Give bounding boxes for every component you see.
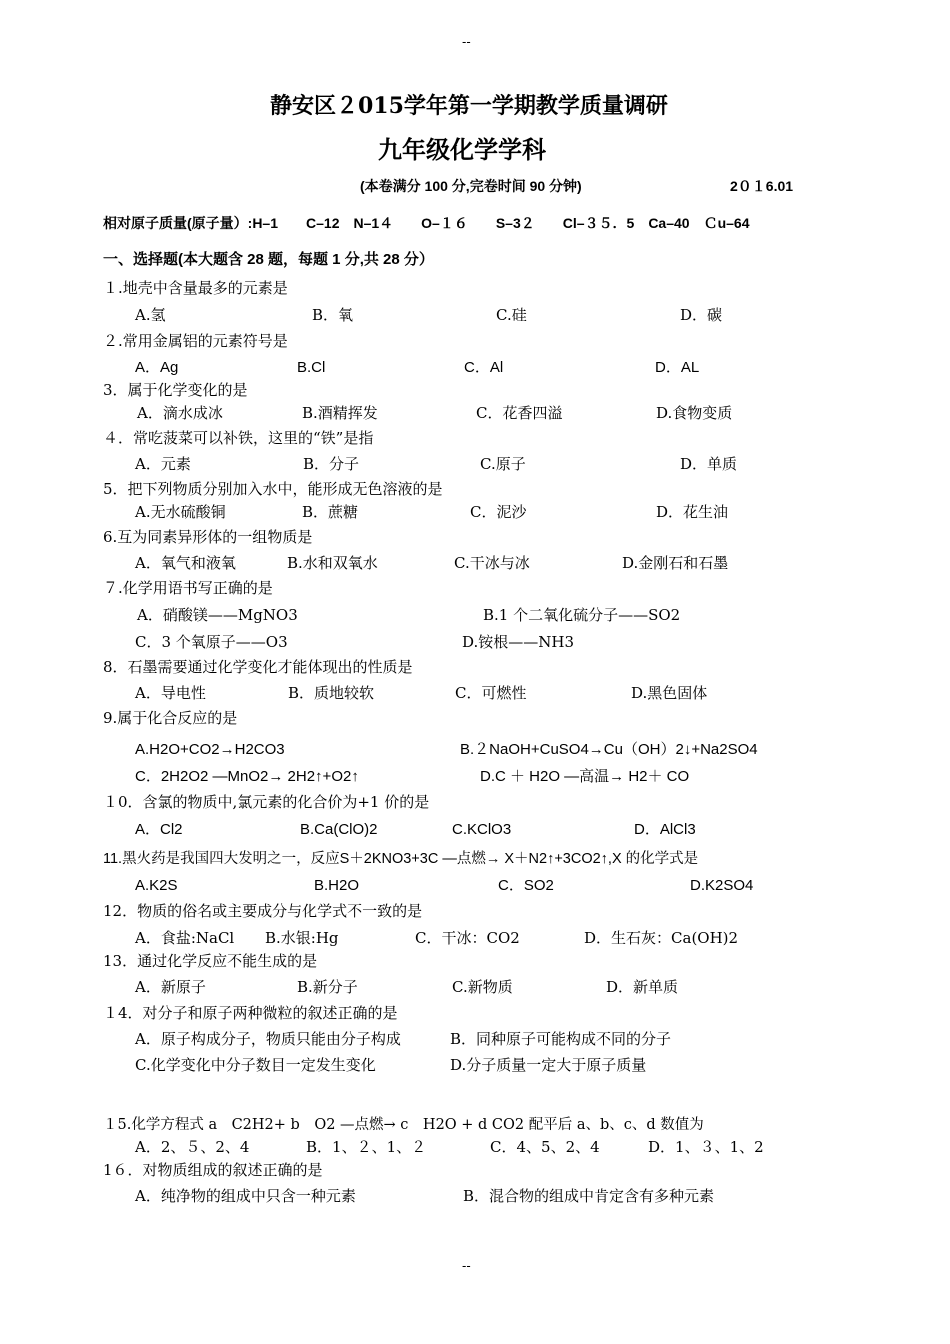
option-c: C.新物质 xyxy=(452,978,513,996)
option-a: A．Ag xyxy=(135,359,179,376)
exam-title: 静安区２015学年第一学期教学质量调研 xyxy=(270,93,668,119)
option-d: D．AL xyxy=(655,359,700,376)
atomic-masses: 相对原子质量(原子量）:H–1 C–12 N–1４ O–１６ S–3２ Cl–３５．5 Ca–40 Ｃu–64 xyxy=(103,215,750,231)
question-stem: ７.化学用语书写正确的是 xyxy=(103,579,273,597)
option-c: C.干冰与冰 xyxy=(454,554,530,572)
option-a: A.K2S xyxy=(135,877,178,894)
option-c: C.硅 xyxy=(496,306,527,324)
question-stem: ２.常用金属铝的元素符号是 xyxy=(103,332,288,350)
question-stem: １4．对分子和原子两种微粒的叙述正确的是 xyxy=(103,1004,398,1022)
option-c: C．3 个氧原子——O3 xyxy=(135,633,288,651)
question-stem: 9.属于化合反应的是 xyxy=(103,709,238,727)
option-c: C．花香四溢 xyxy=(476,404,563,422)
option-d: D．单质 xyxy=(680,455,738,473)
option-a: A．纯净物的组成中只含一种元素 xyxy=(135,1187,356,1205)
footer-mark: -- xyxy=(462,1258,471,1273)
option-b: B.Ca(ClO)2 xyxy=(300,821,378,838)
option-a: A.H2O+CO2→H2CO3 xyxy=(135,741,285,758)
option-b: B.1 个二氧化硫分子——SO2 xyxy=(483,606,681,624)
exam-subtitle: 九年级化学学科 xyxy=(378,135,546,164)
option-d: D.食物变质 xyxy=(656,404,733,422)
option-b: B.新分子 xyxy=(297,978,358,996)
option-c: C．Al xyxy=(464,359,504,376)
option-b: B．质地较软 xyxy=(288,684,375,702)
section-heading: 一、选择题(本大题含 28 题，每题 1 分,共 28 分） xyxy=(103,251,434,268)
option-d: D.C ＋ H2O —高温→ H2＋ CO xyxy=(480,768,690,785)
option-d: D.黑色固体 xyxy=(631,684,708,702)
question-stem: １5.化学方程式 a C2H2+ b O2 —点燃→ c H2O + d CO2 配平后 a、b、c、d 数值为 xyxy=(103,1117,704,1133)
option-b: B．氧 xyxy=(312,306,354,324)
option-d: D．1、３、1、2 xyxy=(648,1138,764,1156)
option-a: A．氧气和液氧 xyxy=(135,554,236,572)
header-mark: -- xyxy=(462,34,471,49)
option-d: D．生石灰：Ca(OH)2 xyxy=(584,929,739,947)
option-d: D．新单质 xyxy=(606,978,679,996)
option-b: B．1、２、1、２ xyxy=(306,1138,427,1156)
option-d: D．AlCl3 xyxy=(634,821,696,838)
question-stem: 8．石墨需要通过化学变化才能体现出的性质是 xyxy=(103,658,413,676)
option-d: D.分子质量一定大于原子质量 xyxy=(450,1056,647,1074)
option-b: B．混合物的组成中肯定含有多种元素 xyxy=(463,1187,715,1205)
option-c: C.KClO3 xyxy=(452,821,512,838)
question-stem: 1６．对物质组成的叙述正确的是 xyxy=(103,1161,323,1179)
question-stem: 3．属于化学变化的是 xyxy=(103,381,248,399)
option-c: C．4、5、2、4 xyxy=(490,1138,600,1156)
option-c: C.原子 xyxy=(480,455,526,473)
question-stem: 12．物质的俗名或主要成分与化学式不一致的是 xyxy=(103,902,423,920)
exam-info: (本卷满分 100 分,完卷时间 90 分钟) xyxy=(360,178,582,194)
option-a: A．硝酸镁——MgNO3 xyxy=(137,606,298,624)
question-stem: １.地壳中含量最多的元素是 xyxy=(103,279,288,297)
option-b: B.酒精挥发 xyxy=(302,404,378,422)
option-b: B.２NaOH+CuSO4→Cu（OH）2↓+Na2SO4 xyxy=(460,741,758,758)
option-a: A.无水硫酸铜 xyxy=(135,503,226,521)
option-b: B.H2O xyxy=(314,877,360,894)
option-b: B．分子 xyxy=(303,455,360,473)
option-a: A．滴水成冰 xyxy=(137,404,223,422)
option-d: D.K2SO4 xyxy=(690,877,754,894)
option-a: A.氢 xyxy=(135,306,166,324)
option-a: A．元素 xyxy=(135,455,191,473)
option-b: B.水银:Hg xyxy=(265,929,339,947)
option-a: A．2、５、2、4 xyxy=(135,1138,250,1156)
question-stem: 5．把下列物质分别加入水中，能形成无色溶液的是 xyxy=(103,480,443,498)
option-d: D.金刚石和石墨 xyxy=(622,554,729,572)
option-a: A．原子构成分子，物质只能由分子构成 xyxy=(135,1030,401,1048)
question-stem: ４．常吃菠菜可以补铁，这里的“铁”是指 xyxy=(103,429,374,447)
option-b: B.Cl xyxy=(297,359,326,376)
option-d: D.铵根——NH3 xyxy=(462,633,575,651)
option-b: B．同种原子可能构成不同的分子 xyxy=(450,1030,672,1048)
option-d: D．碳 xyxy=(680,306,723,324)
question-stem: 11.黑火药是我国四大发明之一，反应S＋2KNO3+3C —点燃→ X＋N2↑+3CO2↑,X 的化学式是 xyxy=(103,851,699,867)
option-b: B.水和双氧水 xyxy=(287,554,378,572)
option-c: C．泥沙 xyxy=(470,503,527,521)
option-a: A．导电性 xyxy=(135,684,206,702)
question-stem: １0．含氯的物质中,氯元素的化合价为+1 价的是 xyxy=(103,793,430,811)
question-stem: 6.互为同素异形体的一组物质是 xyxy=(103,528,313,546)
question-stem: 13．通过化学反应不能生成的是 xyxy=(103,952,318,970)
option-a: A．Cl2 xyxy=(135,821,183,838)
option-c: C．可燃性 xyxy=(455,684,527,702)
option-c: C.化学变化中分子数目一定发生变化 xyxy=(135,1056,376,1074)
option-b: B．蔗糖 xyxy=(302,503,359,521)
option-d: D．花生油 xyxy=(656,503,729,521)
option-c: C．2H2O2 —MnO2→ 2H2↑+O2↑ xyxy=(135,768,359,785)
option-c: C．SO2 xyxy=(498,877,554,894)
option-a: A．新原子 xyxy=(135,978,206,996)
option-a: A．食盐:NaCl xyxy=(135,929,235,947)
option-c: C．干冰：CO2 xyxy=(415,929,520,947)
exam-date: 2０１6.01 xyxy=(730,178,794,194)
